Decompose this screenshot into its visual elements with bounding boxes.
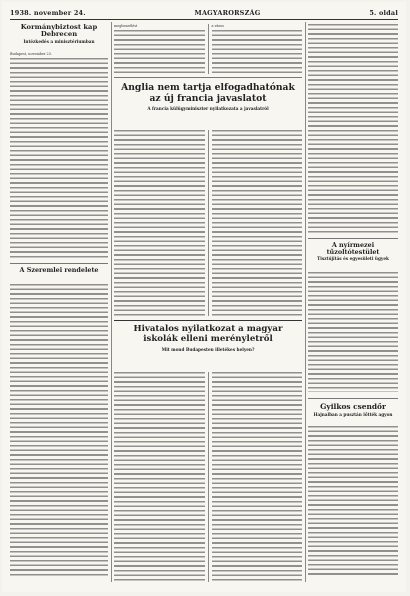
center-section-rule-1 [114,77,302,78]
left-headline-1: Kormánybiztost kap Debrecen [20,23,98,39]
left-headline-2: A Szeremlei rendelete [19,266,99,274]
center-top-snippet-2: a város [211,24,224,28]
center-top-text-left [114,30,205,74]
header-page-number: 5. oldal [369,9,398,17]
header-rule [10,19,398,20]
right-section-rule-2 [308,398,398,399]
right-column [308,22,398,582]
page-header [10,8,398,18]
center-subhead-2: Mit mond Budapesten illetékes helyen? [161,346,255,352]
right-headline-2: Gyilkos csendőr [320,402,386,411]
left-body-text-1 [10,58,108,258]
right-body-text-2 [308,272,398,392]
center-body-text-col-d [212,372,303,582]
center-top-snippet-1: megbeszélést [114,24,138,28]
center-column [114,22,302,582]
left-dateline: Budapest, november 23. [10,52,52,56]
header-paper-name: MAGYARORSZÁG [194,9,261,17]
center-body-text-col-a [114,130,205,316]
center-section-rule-2 [114,320,302,321]
center-body-text-col-c [114,372,205,582]
center-subhead-1: A francia külügyminiszter nyilatkozata a javaslatról [147,106,269,112]
left-column [10,22,108,582]
center-body-text-col-b [212,130,303,316]
right-body-text-3 [308,426,398,576]
header-date: 1938. november 24. [10,9,86,17]
left-body-text-2 [10,284,108,576]
left-section-rule [10,263,108,264]
newspaper-page [2,2,406,592]
left-subhead-1: Intézkedés a minisztériumban [23,39,95,45]
center-top-text-right [212,30,303,74]
column-rule-1 [111,22,112,582]
right-body-text-1 [308,24,398,234]
center-headline-1: Anglia nem tartja elfogadhatónak az új francia javaslatot [121,82,295,105]
right-section-rule-1 [308,238,398,239]
column-rule-2 [305,22,306,582]
right-headline-1: A nyírmezei tűzoltótestület [326,241,380,256]
right-subhead-1: Tisztújítás és egyesületi ügyek [317,256,389,262]
right-subhead-2: Hajnalban a pusztán lőtték agyon [313,411,393,417]
center-headline-2: Hivatalos nyilatkozat a magyar iskolák elleni merényletről [133,324,283,345]
